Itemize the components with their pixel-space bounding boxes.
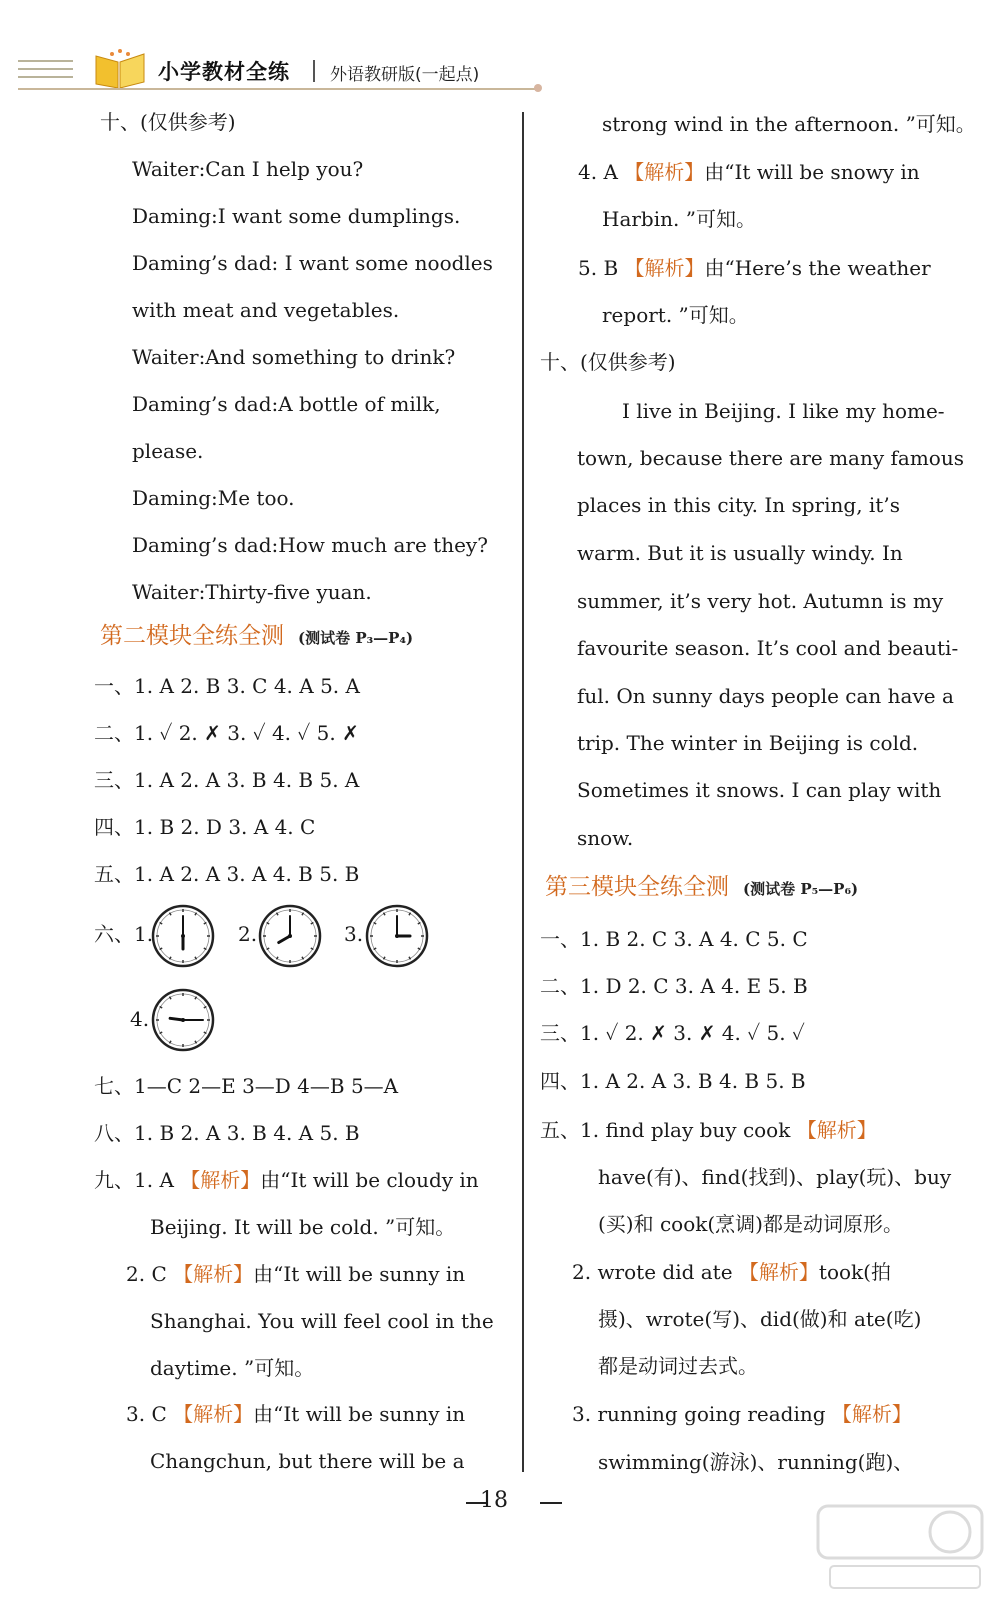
- text-line: 七、1—C 2—E 3—D 4—B 5—A: [94, 1074, 399, 1098]
- text-line: places in this city. In spring, it’s: [577, 493, 900, 517]
- answer-line: [572, 1400, 912, 1428]
- section-ref: (测试卷 P₃—P₄): [298, 629, 414, 647]
- clock-label: 4.: [130, 1007, 150, 1031]
- clock-face: [151, 988, 215, 1052]
- text-line: with meat and vegetables.: [132, 298, 400, 322]
- text-line: 十、(仅供参考): [540, 350, 676, 374]
- answer-text: 3. C: [126, 1402, 174, 1426]
- header-dot: [534, 84, 542, 92]
- text-line: 二、1. D 2. C 3. A 4. E 5. B: [540, 974, 808, 998]
- open-book-icon: [90, 48, 150, 90]
- answer-text: 3. running going reading: [572, 1402, 832, 1426]
- text-line: 十、(仅供参考): [100, 110, 236, 134]
- text-line: swimming(游泳)、running(跑)、: [598, 1450, 914, 1474]
- answer-text: 2. C: [126, 1262, 174, 1286]
- text-line: (买)和 cook(烹调)都是动词原形。: [598, 1212, 903, 1236]
- analysis-text: 由“It will be sunny in: [253, 1402, 466, 1426]
- text-line: 摄)、wrote(写)、did(做)和 ate(吃): [598, 1307, 922, 1331]
- analysis-text: 由“It will be snowy in: [704, 160, 920, 184]
- section-title: 第三模块全练全测: [545, 874, 729, 900]
- text-line: 二、1. ✓ 2. ✗ 3. ✓ 4. ✓ 5. ✗: [94, 721, 359, 745]
- text-line: Waiter:Thirty-five yuan.: [132, 580, 372, 604]
- text-line: report. ”可知。: [602, 303, 749, 327]
- text-line: 三、1. A 2. A 3. B 4. B 5. A: [94, 768, 360, 792]
- column-divider: [522, 112, 524, 1472]
- answer-text: 4. A: [578, 160, 625, 184]
- text-line: have(有)、find(找到)、play(玩)、buy: [598, 1165, 952, 1189]
- text-line: Daming:Me too.: [132, 486, 295, 510]
- answer-text: 5. B: [578, 256, 625, 280]
- text-line: summer, it’s very hot. Autumn is my: [577, 589, 944, 613]
- header-decor-lines: [18, 60, 73, 84]
- watermark-logo: [810, 1500, 990, 1595]
- text-line: I live in Beijing. I like my home-: [622, 399, 945, 423]
- book-edition: 外语教研版(一起点): [330, 65, 480, 85]
- text-line: strong wind in the afternoon. ”可知。: [602, 112, 976, 136]
- analysis-text: 由“It will be cloudy in: [260, 1168, 479, 1192]
- answer-line: [126, 1260, 465, 1288]
- text-line: Harbin. ”可知。: [602, 207, 756, 231]
- answer-text: 五、1. find play buy cook: [540, 1118, 797, 1142]
- text-line: Sometimes it snows. I can play with: [577, 778, 942, 802]
- header-rule: [18, 88, 538, 90]
- text-line: please.: [132, 439, 204, 463]
- book-title: 小学教材全练: [158, 60, 290, 84]
- analysis-text: 由“It will be sunny in: [253, 1262, 466, 1286]
- text-line: Daming:I want some dumplings.: [132, 204, 461, 228]
- section-heading: [100, 622, 413, 652]
- text-line: town, because there are many famous: [577, 446, 964, 470]
- section-ref: (测试卷 P₅—P₆): [743, 880, 859, 898]
- analysis-tag: 【解析】: [173, 1402, 254, 1426]
- footer-dash-right: [540, 1502, 562, 1504]
- answer-line: [578, 254, 931, 282]
- answer-text: 2. wrote did ate: [572, 1260, 739, 1284]
- text-line: Waiter:Can I help you?: [132, 157, 364, 181]
- analysis-tag: 【解析】: [831, 1402, 912, 1426]
- clock-label: 3.: [344, 922, 364, 946]
- text-line: 都是动词过去式。: [598, 1354, 758, 1378]
- text-line: 一、1. A 2. B 3. C 4. A 5. A: [94, 674, 360, 698]
- text-line: ful. On sunny days people can have a: [577, 684, 954, 708]
- section-heading: [545, 873, 858, 903]
- text-line: 三、1. ✓ 2. ✗ 3. ✗ 4. ✓ 5. ✓: [540, 1021, 805, 1045]
- text-line: Changchun, but there will be a: [150, 1449, 465, 1473]
- answer-line: [572, 1258, 891, 1286]
- analysis-tag: 【解析】: [624, 160, 705, 184]
- clock-label: 六、1.: [94, 922, 154, 946]
- answer-line: [94, 1166, 479, 1194]
- analysis-tag: 【解析】: [180, 1168, 261, 1192]
- page-header: [18, 48, 538, 93]
- text-line: Daming’s dad:A bottle of milk,: [132, 392, 441, 416]
- answer-text: 九、1. A: [94, 1168, 181, 1192]
- text-line: 八、1. B 2. A 3. B 4. A 5. B: [94, 1121, 360, 1145]
- analysis-text: took(拍: [818, 1260, 891, 1284]
- text-line: trip. The winter in Beijing is cold.: [577, 731, 919, 755]
- text-line: Shanghai. You will feel cool in the: [150, 1309, 494, 1333]
- analysis-tag: 【解析】: [173, 1262, 254, 1286]
- clock-face: [365, 904, 429, 968]
- analysis-text: 由“Here’s the weather: [704, 256, 931, 280]
- answer-line: [540, 1116, 877, 1144]
- analysis-tag: 【解析】: [624, 256, 705, 280]
- analysis-tag: 【解析】: [738, 1260, 819, 1284]
- answer-line: [126, 1400, 465, 1428]
- section-title: 第二模块全练全测: [100, 623, 284, 649]
- clock-face: [151, 904, 215, 968]
- text-line: favourite season. It’s cool and beauti-: [577, 636, 959, 660]
- analysis-tag: 【解析】: [796, 1118, 877, 1142]
- text-line: Beijing. It will be cold. ”可知。: [150, 1215, 456, 1239]
- text-line: warm. But it is usually windy. In: [577, 541, 903, 565]
- answer-line: [578, 158, 920, 186]
- text-line: 五、1. A 2. A 3. A 4. B 5. B: [94, 862, 360, 886]
- text-line: 一、1. B 2. C 3. A 4. C 5. C: [540, 927, 808, 951]
- text-line: Daming’s dad: I want some noodles: [132, 251, 493, 275]
- text-line: snow.: [577, 826, 634, 850]
- text-line: Daming’s dad:How much are they?: [132, 533, 488, 557]
- clock-face: [258, 904, 322, 968]
- text-line: 四、1. A 2. A 3. B 4. B 5. B: [540, 1069, 806, 1093]
- clock-label: 2.: [238, 922, 258, 946]
- page-number: 18: [480, 1488, 508, 1513]
- text-line: Waiter:And something to drink?: [132, 345, 456, 369]
- text-line: 四、1. B 2. D 3. A 4. C: [94, 815, 316, 839]
- header-separator: [313, 60, 315, 82]
- text-line: daytime. ”可知。: [150, 1356, 315, 1380]
